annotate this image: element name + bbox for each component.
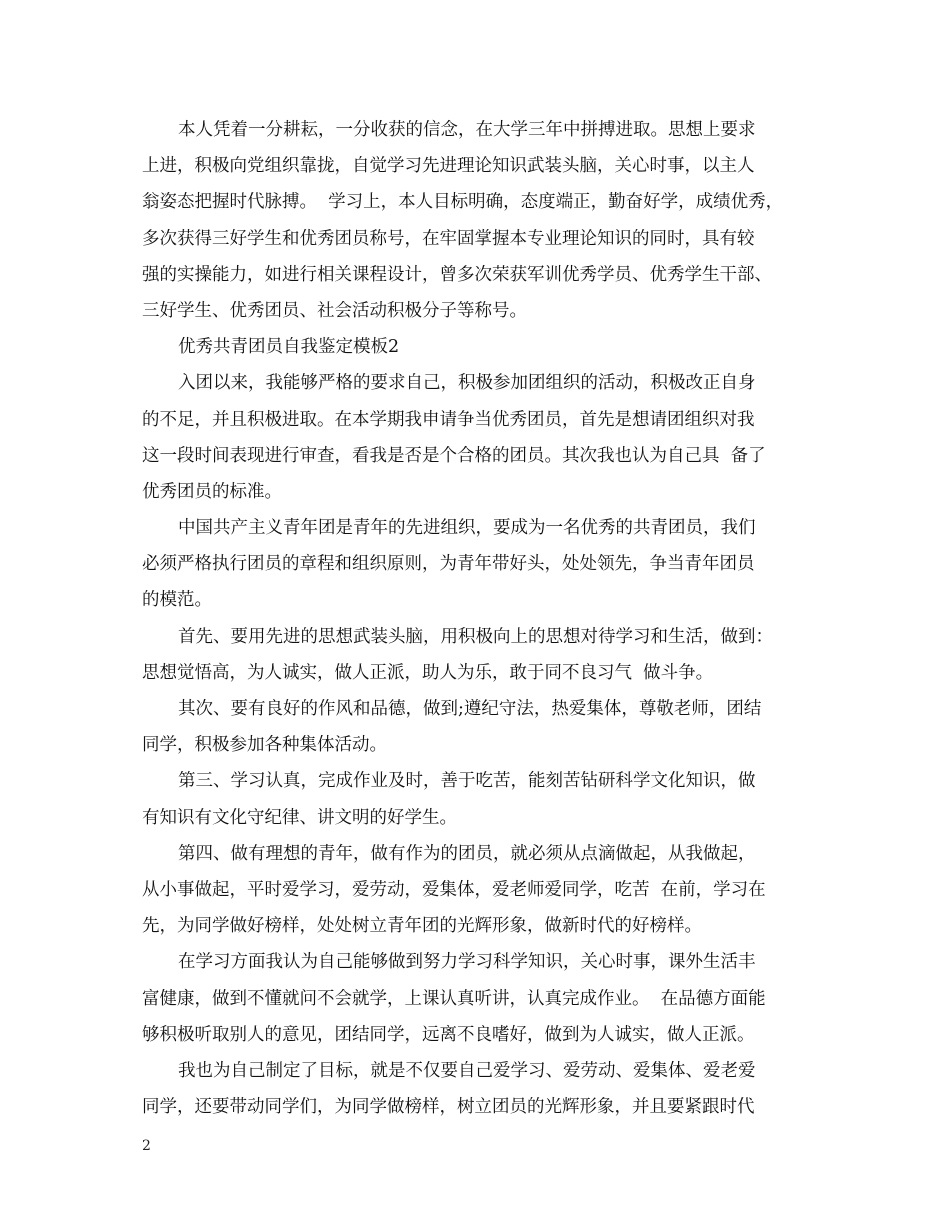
text-line: 我也为自己制定了目标，就是不仅要自己爱学习、爱劳动、爱集体、爱老爱: [178, 1060, 756, 1081]
text-line: 从小事做起，平时爱学习，爱劳动，爱集体，爱老师爱同学，吃苦 在前，学习在: [142, 879, 766, 900]
text-line: 先，为同学做好榜样，处处树立青年团的光辉形象，做新时代的好榜样。: [142, 916, 702, 937]
text-line: 的不足，并且积极进取。在本学期我申请争当优秀团员，首先是想请团组织对我: [142, 409, 755, 430]
text-line: 第三、学习认真，完成作业及时，善于吃苦，能刻苦钻研科学文化知识，做: [178, 771, 756, 792]
text-line: 的模范。: [142, 590, 212, 611]
text-line: 本人凭着一分耕耘，一分收获的信念，在大学三年中拼搏进取。思想上要求: [178, 120, 756, 140]
text-line: 入团以来，我能够严格的要求自己，积极参加团组织的活动，积极改正自身: [178, 373, 756, 394]
text-line: 三好学生、优秀团员、社会活动积极分子等称号。: [142, 300, 527, 321]
text-line: 有知识有文化守纪律、讲文明的好学生。: [142, 807, 457, 828]
text-line: 多次获得三好学生和优秀团员称号，在牢固掌握本专业理论知识的同时，具有较: [142, 228, 755, 249]
text-line: 翁姿态把握时代脉搏。 学习上，本人目标明确，态度端正，勤奋好学，成绩优秀，: [142, 192, 784, 213]
document-body: [142, 112, 832, 1125]
page-number: 2: [142, 1138, 151, 1154]
text-line: 在学习方面我认为自己能够做到努力学习科学知识，关心时事，课外生活丰: [178, 952, 756, 973]
text-line: 这一段时间表现进行审查，看我是否是个合格的团员。其次我也认为自己具 备了: [142, 445, 766, 466]
text-line: 优秀团员的标准。: [142, 481, 282, 502]
text-line: 同学，积极参加各种集体活动。: [142, 735, 387, 756]
text-line: 首先、要用先进的思想武装头脑，用积极向上的思想对待学习和生活，做到：: [178, 626, 773, 647]
text-line: 强的实操能力，如进行相关课程设计，曾多次荣获军训优秀学员、优秀学生干部、: [142, 264, 772, 285]
text-line: 够积极听取别人的意见，团结同学，远离不良嗜好，做到为人诚实，做人正派。: [142, 1024, 755, 1045]
text-line: 富健康，做到不懂就问不会就学，上课认真听讲，认真完成作业。 在品德方面能: [142, 988, 766, 1009]
text-line: 同学，还要带动同学们，为同学做榜样，树立团员的光辉形象，并且要紧跟时代: [142, 1097, 755, 1118]
text-line: 上进，积极向党组织靠拢，自觉学习先进理论知识武装头脑，关心时事，以主人: [142, 156, 755, 177]
text-line: 思想觉悟高，为人诚实，做人正派，助人为乐，敢于同不良习气 做斗争。: [142, 662, 714, 683]
text-line: 第四、做有理想的青年，做有作为的团员，就必须从点滴做起，从我做起，: [178, 843, 756, 864]
text-line: 中国共产主义青年团是青年的先进组织，要成为一名优秀的共青团员，我们: [178, 518, 756, 539]
text-line: 必须严格执行团员的章程和组织原则，为青年带好头，处处领先，争当青年团员: [142, 554, 755, 575]
text-line: 其次、要有良好的作风和品德，做到;遵纪守法，热爱集体，尊敬老师，团结: [178, 699, 762, 719]
text-line: 优秀共青团员自我鉴定模板2: [178, 337, 400, 358]
